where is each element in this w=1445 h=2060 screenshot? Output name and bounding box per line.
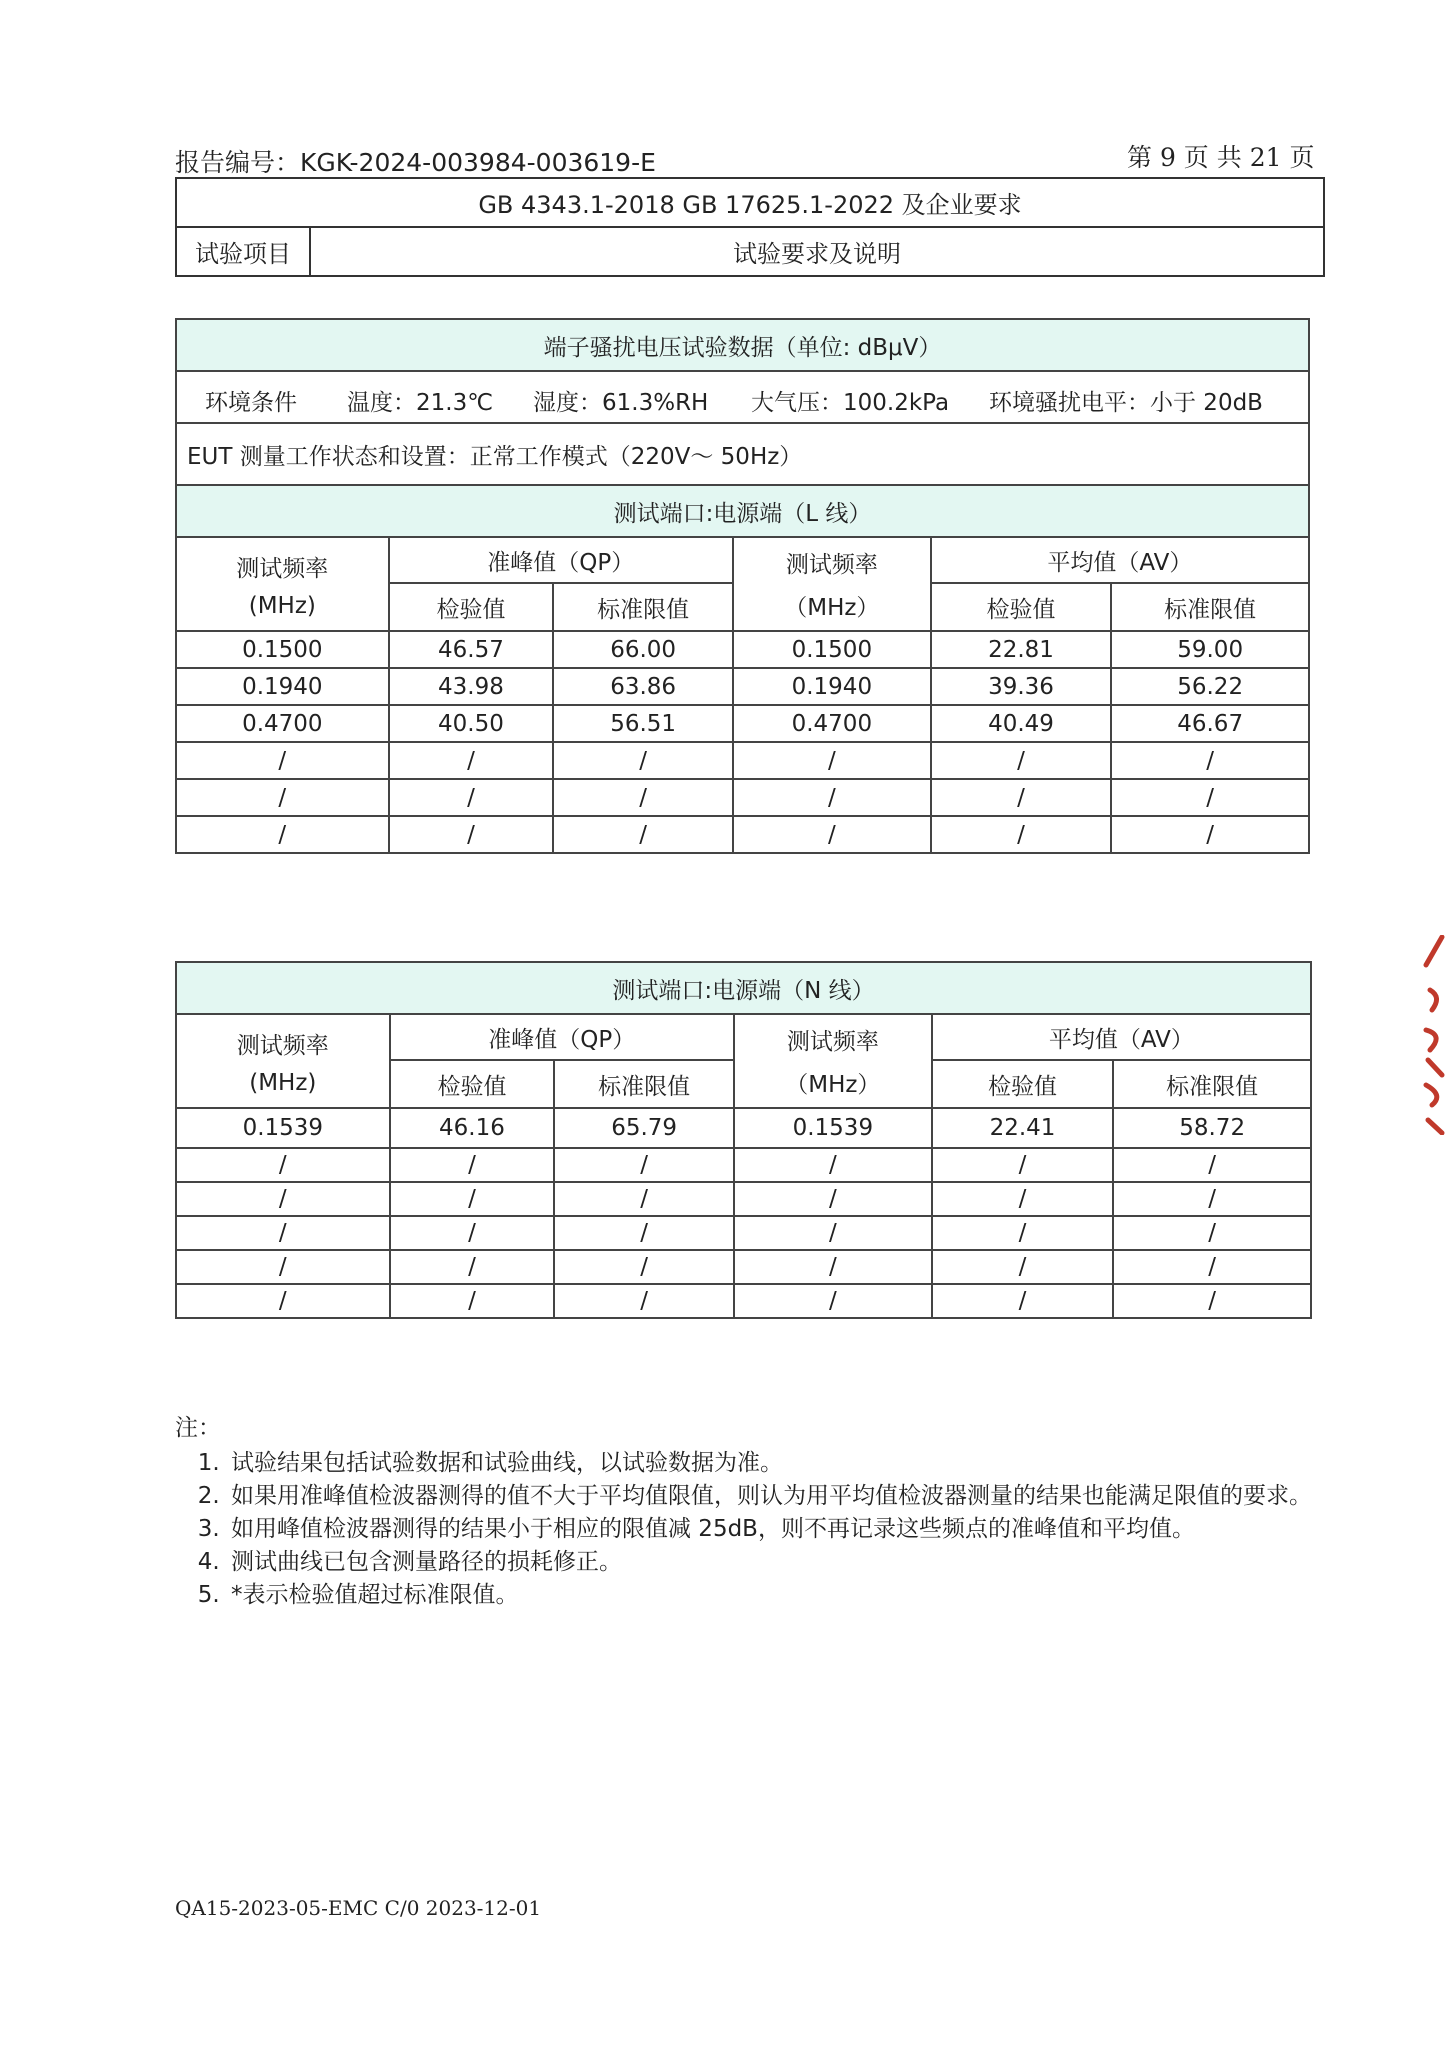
port-n-table bbox=[175, 961, 1312, 1319]
freq-header-qp: 测试频率 (MHz) bbox=[176, 537, 389, 631]
humidity: 湿度：61.3%RH bbox=[533, 390, 709, 416]
col-item-label: 试验项目 bbox=[176, 227, 310, 276]
av-measured-header: 检验值 bbox=[932, 1060, 1114, 1108]
note-item: 3. 如用峰值检波器测得的结果小于相应的限值减 25dB，则不再记录这些频点的准峰值和平均值。 bbox=[227, 1513, 1335, 1546]
note-item: 1. 试验结果包括试验数据和试验曲线，以试验数据为准。 bbox=[227, 1447, 1335, 1480]
report-number: 报告编号：KGK-2024-003984-003619-E bbox=[175, 148, 656, 177]
freq-header-qp: 测试频率 (MHz) bbox=[176, 1014, 390, 1108]
form-code: QA15-2023-05-EMC C/0 2023-12-01 bbox=[175, 1896, 542, 1920]
seal-stamp-icon bbox=[1420, 935, 1445, 1135]
freq-header-av: 测试频率 （MHz） bbox=[733, 537, 931, 631]
port-l-title: 测试端口:电源端（L 线） bbox=[176, 485, 1309, 537]
table-title: 端子骚扰电压试验数据（单位: dBμV） bbox=[176, 319, 1309, 371]
table-row: / / / / / / bbox=[176, 1250, 1311, 1284]
notes bbox=[175, 1412, 1335, 1612]
port-n-title: 测试端口:电源端（N 线） bbox=[176, 962, 1311, 1014]
qp-header: 准峰值（QP） bbox=[389, 537, 733, 583]
env-conditions bbox=[176, 371, 1309, 423]
av-measured-header: 检验值 bbox=[931, 583, 1112, 631]
table-row: / / / / / / bbox=[176, 1284, 1311, 1318]
env-label: 环境条件 bbox=[205, 390, 297, 416]
header-table bbox=[175, 177, 1325, 277]
note-item: 5. *表示检验值超过标准限值。 bbox=[227, 1579, 1335, 1612]
table-row: 0.1500 46.57 66.00 0.1500 22.81 59.00 bbox=[176, 631, 1309, 668]
note-item: 4. 测试曲线已包含测量路径的损耗修正。 bbox=[227, 1546, 1335, 1579]
av-header: 平均值（AV） bbox=[931, 537, 1309, 583]
table-row: / / / / / / bbox=[176, 742, 1309, 779]
eut-mode: EUT 测量工作状态和设置：正常工作模式（220V～ 50Hz） bbox=[176, 423, 1309, 485]
qp-measured-header: 检验值 bbox=[389, 583, 554, 631]
freq-header-av: 测试频率 （MHz） bbox=[734, 1014, 932, 1108]
standards: GB 4343.1-2018 GB 17625.1-2022 及企业要求 bbox=[176, 178, 1324, 227]
av-limit-header: 标准限值 bbox=[1111, 583, 1309, 631]
col-desc-label: 试验要求及说明 bbox=[310, 227, 1324, 276]
table-row: 0.4700 40.50 56.51 0.4700 40.49 46.67 bbox=[176, 705, 1309, 742]
note-item: 2. 如果用准峰值检波器测得的值不大于平均值限值，则认为用平均值检波器测量的结果也能满足限值的要求。 bbox=[227, 1480, 1335, 1513]
table-row: / / / / / / bbox=[176, 1216, 1311, 1250]
table-row: / / / / / / bbox=[176, 1182, 1311, 1216]
qp-limit-header: 标准限值 bbox=[553, 583, 733, 631]
table-row: / / / / / / bbox=[176, 779, 1309, 816]
qp-measured-header: 检验值 bbox=[390, 1060, 555, 1108]
av-header: 平均值（AV） bbox=[932, 1014, 1311, 1060]
table-row: 0.1940 43.98 63.86 0.1940 39.36 56.22 bbox=[176, 668, 1309, 705]
qp-limit-header: 标准限值 bbox=[554, 1060, 734, 1108]
pressure: 大气压：100.2kPa bbox=[751, 390, 950, 416]
table-row: 0.1539 46.16 65.79 0.1539 22.41 58.72 bbox=[176, 1108, 1311, 1148]
qp-header: 准峰值（QP） bbox=[390, 1014, 734, 1060]
table-row: / / / / / / bbox=[176, 816, 1309, 853]
temperature: 温度：21.3℃ bbox=[347, 390, 494, 416]
notes-title: 注： bbox=[175, 1415, 221, 1441]
env-noise: 环境骚扰电平：小于 20dB bbox=[989, 390, 1263, 416]
av-limit-header: 标准限值 bbox=[1113, 1060, 1311, 1108]
table-row: / / / / / / bbox=[176, 1148, 1311, 1182]
page-info: 第 9 页 共 21 页 bbox=[1127, 143, 1315, 172]
port-l-table bbox=[175, 318, 1310, 854]
